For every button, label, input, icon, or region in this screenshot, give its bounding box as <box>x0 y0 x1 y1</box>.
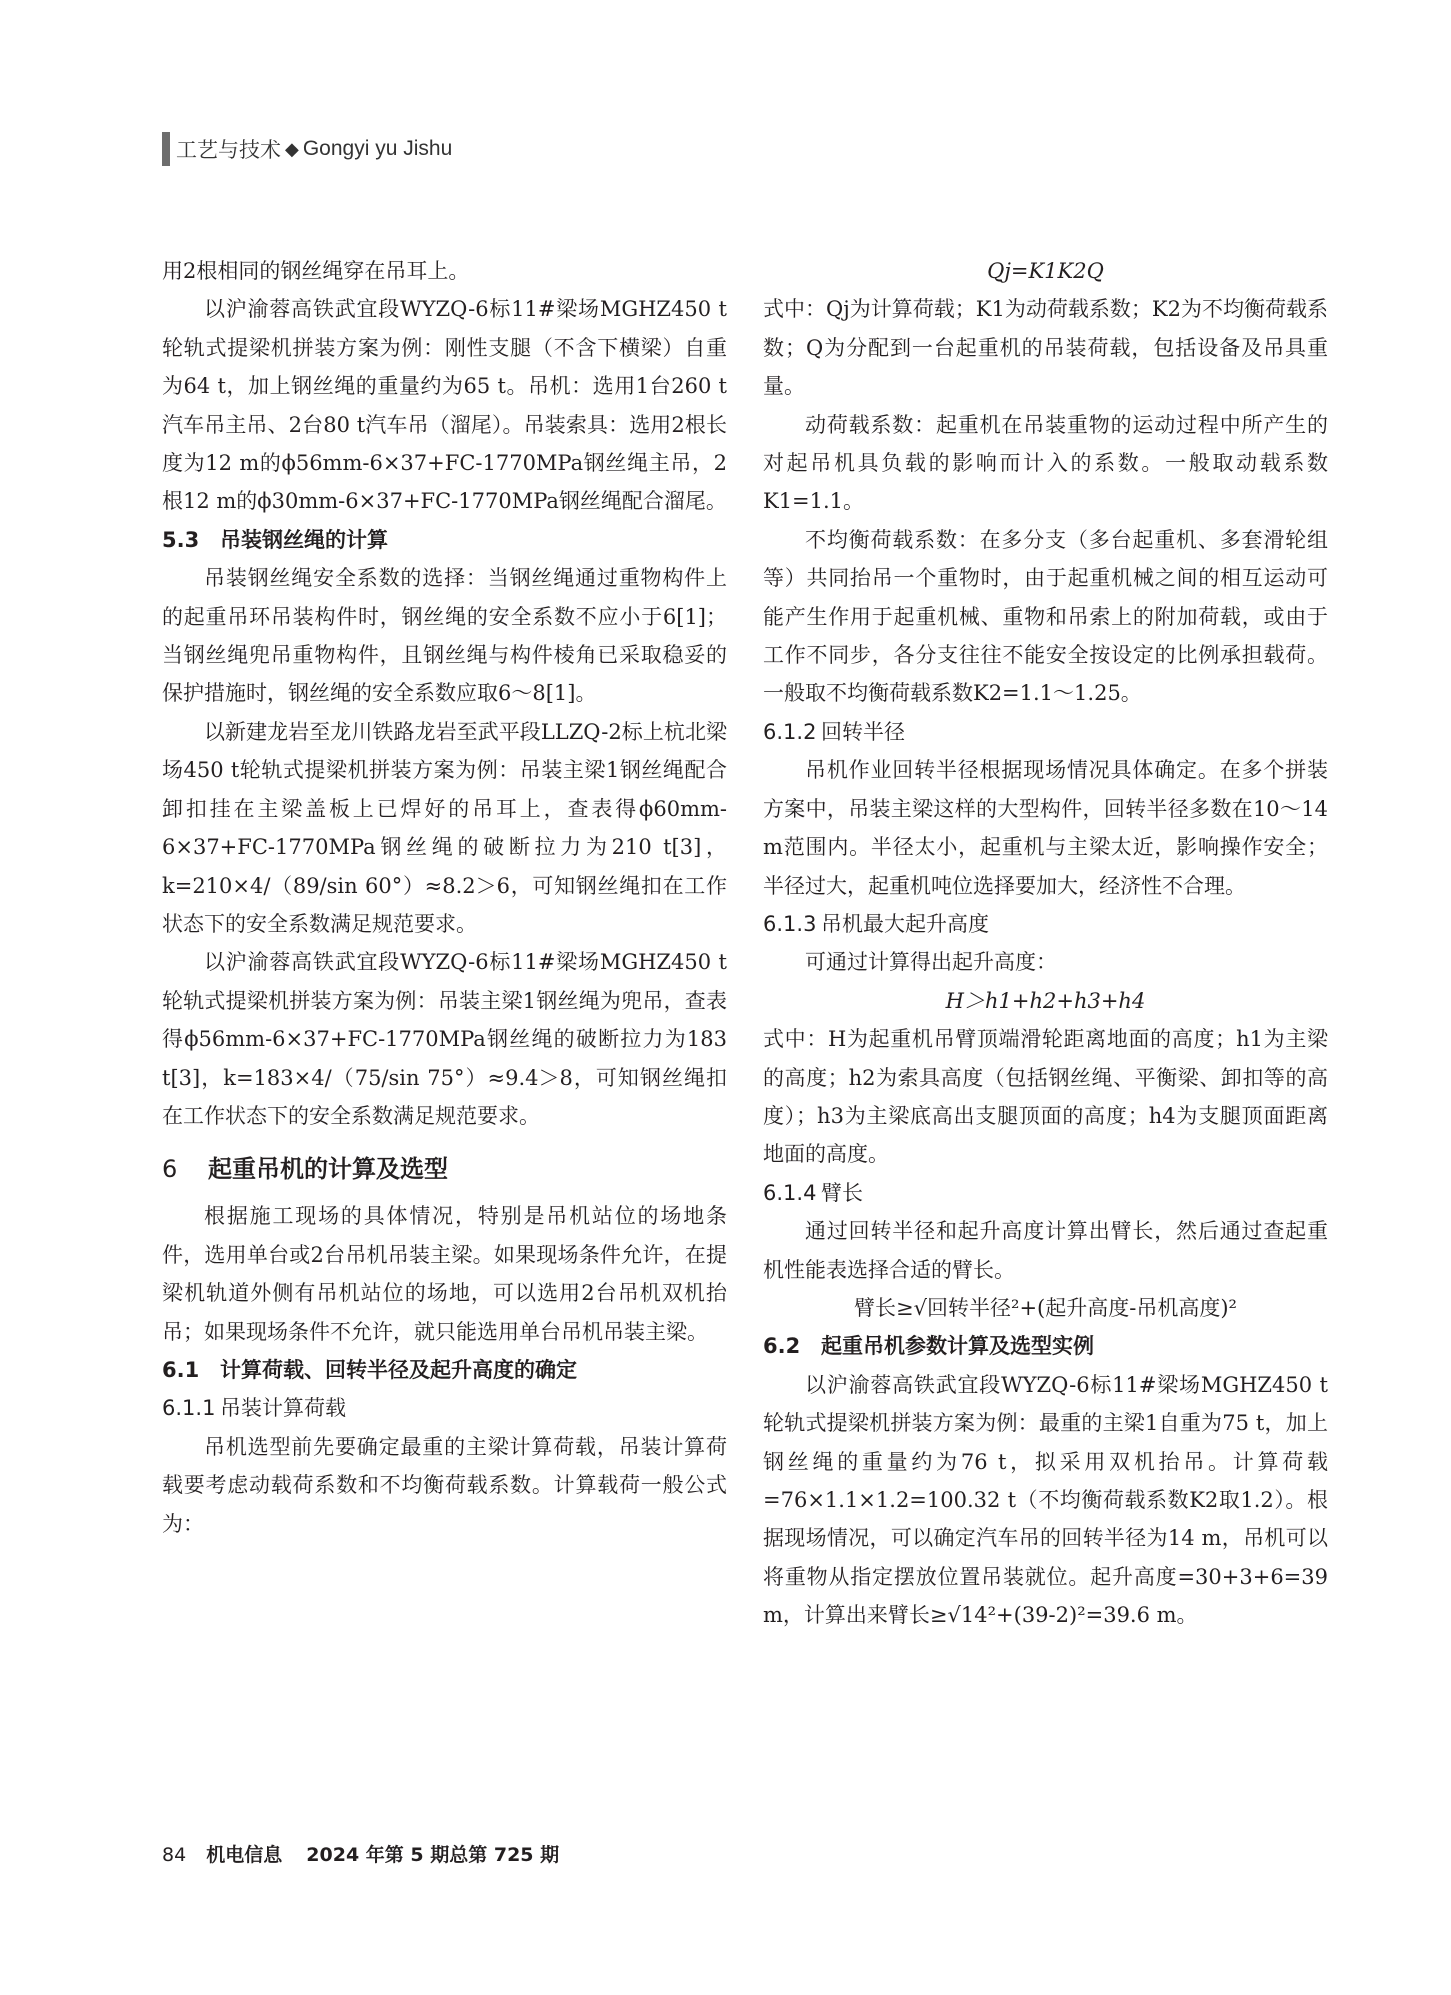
section-heading-6-1-4 <box>763 1174 1328 1212</box>
paragraph: 可通过计算得出起升高度： <box>805 950 1057 975</box>
section-heading-6-2 <box>763 1327 1328 1365</box>
section-title: 回转半径 <box>821 719 905 744</box>
paragraph: 动荷载系数：起重机在吊装重物的运动过程中所产生的对起吊机具负载的影响而计入的系数。一般取动载系数K1=1.1。 <box>763 412 1328 514</box>
section-title: 吊装计算荷载 <box>220 1396 346 1421</box>
page-number: 84 <box>162 1844 187 1866</box>
section-number: 6.1 <box>162 1357 200 1382</box>
paragraph: 通过回转半径和起升高度计算出臂长，然后通过查起重机性能表选择合适的臂长。 <box>763 1219 1328 1282</box>
running-header <box>162 132 452 166</box>
paragraph: 以沪渝蓉高铁武宜段WYZQ-6标11#梁场MGHZ450 t轮轨式提梁机拼装方案为例：最重的主梁1自重为75 t，加上钢丝绳的重量约为76 t，拟采用双机抬吊。计算荷载=76×1.1×1.2=100.32 t（不均衡荷载系数K2取1.2）。根据现场情况，可以确定汽车吊的回转半径为14 m，吊机可以将重物从指定摆放位置吊装就位。起升高度=30+3+6=39 m，计算出来臂长≥√14²+(39-2)²=39.6 m。 <box>763 1372 1328 1628</box>
section-number: 5.3 <box>162 527 200 552</box>
section-title: 起重吊机参数计算及选型实例 <box>821 1334 1094 1359</box>
header-column-name: 工艺与技术 <box>176 138 281 162</box>
paragraph: 用2根相同的钢丝绳穿在吊耳上。 <box>162 259 470 283</box>
paragraph: 以新建龙岩至龙川铁路龙岩至武平段LLZQ-2标上杭北梁场450 t轮轨式提梁机拼装方案为例：吊装主梁1钢丝绳配合卸扣挂在主梁盖板上已焊好的吊耳上，查表得ϕ60mm-6×37+FC-1770MPa钢丝绳的破断拉力为210 t[3]，k=210×4/（89/sin 60°）≈8.2＞6，可知钢丝绳扣在工作状态下的安全系数满足规范要求。 <box>162 719 727 936</box>
paragraph: 以沪渝蓉高铁武宜段WYZQ-6标11#梁场MGHZ450 t轮轨式提梁机拼装方案为例：吊装主梁1钢丝绳为兜吊，查表得ϕ56mm-6×37+FC-1770MPa钢丝绳的破断拉力为183 t[3]，k=183×4/（75/sin 75°）≈9.4＞8，可知钢丝绳扣在工作状态下的安全系数满足规范要求。 <box>162 950 727 1128</box>
formula-lift-height: H＞h1+h2+h3+h4 <box>945 988 1146 1013</box>
section-heading-6-1-2 <box>763 713 1328 751</box>
page-footer <box>162 1840 559 1867</box>
section-heading-6-1 <box>162 1351 727 1389</box>
section-heading-6-1-3 <box>763 905 1328 943</box>
section-title: 起重吊机的计算及选型 <box>208 1155 448 1184</box>
right-column <box>763 252 1328 1635</box>
section-number: 6.1.4 <box>763 1180 817 1205</box>
formula-calc-load: Qj=K1K2Q <box>987 259 1104 283</box>
paragraph: 吊机作业回转半径根据现场情况具体确定。在多个拼装方案中，吊装主梁这样的大型构件，回转半径多数在10～14 m范围内。半径太小，起重机与主梁太近，影响操作安全；半径过大，起重机吨位选择要加大，经济性不合理。 <box>763 758 1328 898</box>
paragraph: 以沪渝蓉高铁武宜段WYZQ-6标11#梁场MGHZ450 t轮轨式提梁机拼装方案为例：刚性支腿（不含下横梁）自重为64 t，加上钢丝绳的重量约为65 t。吊机：选用1台260 t汽车吊主吊、2台80 t汽车吊（溜尾）。吊装索具：选用2根长度为12 m的ϕ56mm-6×37+FC-1770MPa钢丝绳主吊，2根12 m的ϕ30mm-6×37+FC-1770MPa钢丝绳配合溜尾。 <box>162 297 727 514</box>
section-heading-6 <box>162 1147 727 1191</box>
section-heading-5-3 <box>162 521 727 559</box>
section-heading-6-1-1 <box>162 1389 727 1427</box>
section-number: 6 <box>162 1155 178 1184</box>
paragraph: 式中：Qj为计算荷载；K1为动荷载系数；K2为不均衡荷载系数；Q为分配到一台起重机的吊装荷载，包括设备及吊具重量。 <box>763 297 1328 399</box>
diamond-icon: ◆ <box>285 138 299 160</box>
section-title: 臂长 <box>821 1180 863 1205</box>
section-title: 计算荷载、回转半径及起升高度的确定 <box>220 1357 577 1382</box>
formula-boom-length: 臂长≥√回转半径²+(起升高度-吊机高度)² <box>854 1295 1237 1320</box>
section-title: 吊机最大起升高度 <box>821 911 989 936</box>
section-number: 6.1.3 <box>763 911 817 936</box>
section-number: 6.1.2 <box>763 719 817 744</box>
paragraph: 吊机选型前先要确定最重的主梁计算荷载，吊装计算荷载要考虑动载荷系数和不均衡荷载系数。计算载荷一般公式为： <box>162 1434 727 1536</box>
journal-name: 机电信息 <box>206 1844 283 1866</box>
left-column <box>162 252 727 1543</box>
paragraph: 不均衡荷载系数：在多分支（多台起重机、多套滑轮组等）共同抬吊一个重物时，由于起重机械之间的相互运动可能产生作用于起重机械、重物和吊索上的附加荷载，或由于工作不同步，各分支往往不能安全按设定的比例承担载荷。一般取不均衡荷载系数K2=1.1～1.25。 <box>763 527 1328 706</box>
paragraph: 根据施工现场的具体情况，特别是吊机站位的场地条件，选用单台或2台吊机吊装主梁。如果现场条件允许，在提梁机轨道外侧有吊机站位的场地，可以选用2台吊机双机抬吊；如果现场条件不允许，就只能选用单台吊机吊装主梁。 <box>162 1204 727 1344</box>
header-bar <box>162 132 170 166</box>
section-title: 吊装钢丝绳的计算 <box>220 527 388 552</box>
paragraph: 式中：H为起重机吊臂顶端滑轮距离地面的高度；h1为主梁的高度；h2为索具高度（包括钢丝绳、平衡梁、卸扣等的高度）；h3为主梁底高出支腿顶面的高度；h4为支腿顶面距离地面的高度。 <box>763 1027 1328 1167</box>
section-number: 6.2 <box>763 1334 801 1359</box>
header-column-pinyin: Gongyi yu Jishu <box>302 137 453 160</box>
paragraph: 吊装钢丝绳安全系数的选择：当钢丝绳通过重物构件上的起重吊环吊装构件时，钢丝绳的安全系数不应小于6[1]；当钢丝绳兜吊重物构件，且钢丝绳与构件棱角已采取稳妥的保护措施时，钢丝绳的安全系数应取6～8[1]。 <box>162 566 727 706</box>
issue-info: 2024 年第 5 期总第 725 期 <box>306 1844 560 1866</box>
section-number: 6.1.1 <box>162 1396 216 1421</box>
